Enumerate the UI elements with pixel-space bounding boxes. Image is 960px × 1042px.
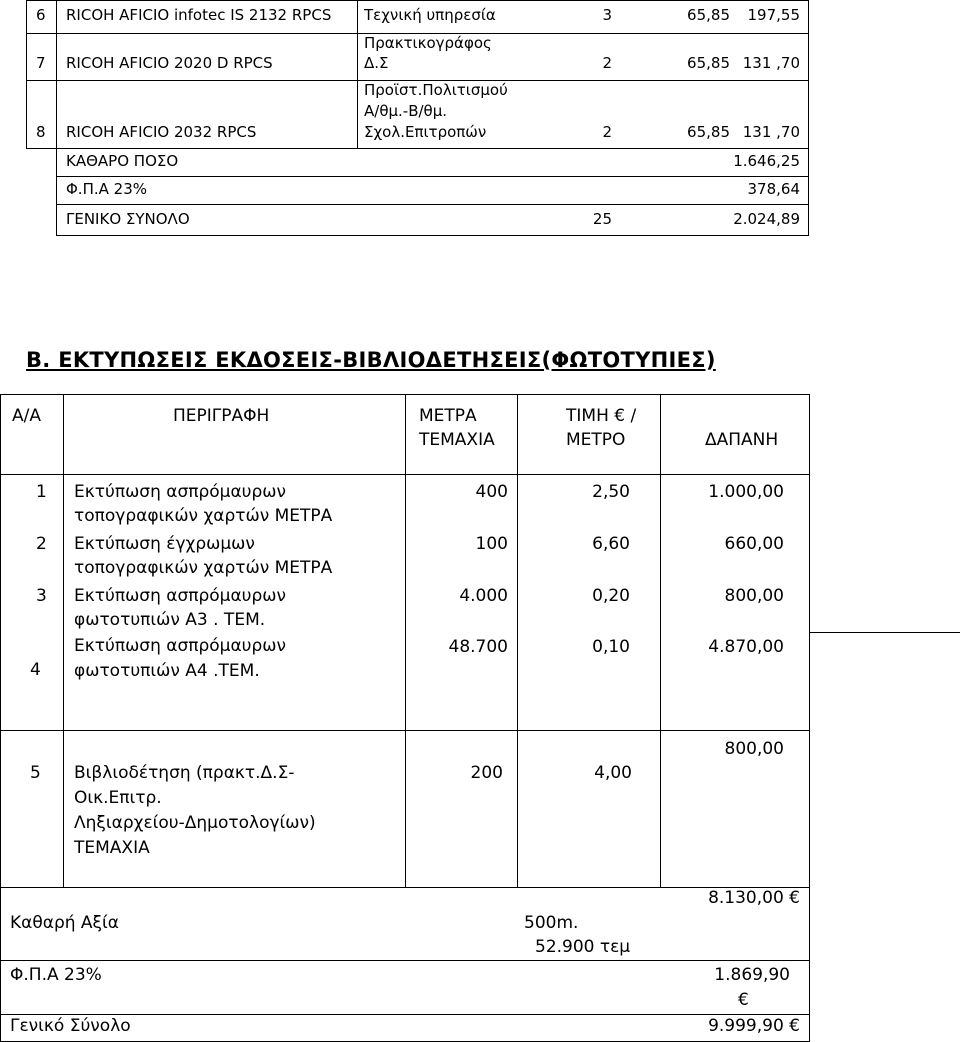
table-row-number: 1 xyxy=(36,482,47,502)
header-aa: Α/Α xyxy=(12,406,41,426)
header-description: ΠΕΡΙΓΡΑΦΗ xyxy=(173,406,270,426)
grand-total-amount: 9.999,90 € xyxy=(708,1016,800,1036)
row-quantity: 4.000 xyxy=(459,586,508,606)
row-unit-price: 6,60 xyxy=(592,534,630,554)
net-value-quantity: 500m. xyxy=(524,913,579,933)
table-row-number: 3 xyxy=(36,586,47,606)
row-description: Εκτύπωση έγχρωμων xyxy=(74,534,255,554)
header-quantity: ΤΕΜΑΧΙΑ xyxy=(419,430,495,450)
table-row-number: 6 xyxy=(36,6,46,24)
row-description: Ληξιαρχείου-Δημοτολογίων) xyxy=(74,813,316,833)
row-description: Εκτύπωση ασπρόμαυρων xyxy=(74,586,287,606)
net-value-label: Καθαρή Αξία xyxy=(10,913,119,933)
row-description: Βιβλιοδέτηση (πρακτ.Δ.Σ- xyxy=(74,763,295,783)
row-quantity: 100 xyxy=(475,534,508,554)
row-total: 197,55 xyxy=(747,6,800,24)
device-model: RICOH AFICIO infotec IS 2132 RPCS xyxy=(66,6,332,24)
row-cost: 1.000,00 xyxy=(708,482,784,502)
row-description: φωτοτυπιών Α4 .ΤΕΜ. xyxy=(74,661,260,681)
table-row-number: 8 xyxy=(36,123,46,141)
department: Πρακτικογράφος xyxy=(364,34,492,52)
vat-label: Φ.Π.Α 23% xyxy=(66,180,147,198)
row-description: τοπογραφικών χαρτών ΜΕΤΡΑ xyxy=(74,506,333,526)
unit-price: 65,85 xyxy=(687,123,730,141)
row-description: ΤΕΜΑΧΙΑ xyxy=(74,838,150,858)
table-row-number: 5 xyxy=(30,763,41,783)
grand-total-quantity: 25 xyxy=(592,210,612,228)
net-amount-label: ΚΑΘΑΡΟ ΠΟΣΟ xyxy=(66,152,179,170)
grand-total-value: 2.024,89 xyxy=(733,210,800,228)
unit-price: 65,85 xyxy=(687,54,730,72)
department: Προϊστ.Πολιτισμού xyxy=(364,81,508,99)
department: Α/θμ.-Β/θμ. xyxy=(364,102,448,120)
header-price: ΤΙΜΗ € / xyxy=(566,406,637,426)
row-quantity: 200 xyxy=(470,763,503,783)
device-model: RICOH AFICIO 2020 D RPCS xyxy=(66,54,273,72)
quantity: 2 xyxy=(602,123,612,141)
table-row-number: 4 xyxy=(30,660,41,680)
row-cost: 800,00 xyxy=(724,586,784,606)
quantity: 3 xyxy=(602,6,612,24)
header-quantity: ΜΕΤΡΑ xyxy=(419,406,477,426)
row-cost: 660,00 xyxy=(724,534,784,554)
vat-value: 378,64 xyxy=(747,180,800,198)
header-cost: ΔΑΠΑΝΗ xyxy=(705,430,779,450)
row-description: Οικ.Επιτρ. xyxy=(74,788,162,808)
table-row-number: 7 xyxy=(36,54,46,72)
department: Σχολ.Επιτροπών xyxy=(364,123,487,141)
euro-sign: € xyxy=(738,990,749,1010)
department: Τεχνική υπηρεσία xyxy=(364,6,496,24)
row-total: 131 ,70 xyxy=(742,123,800,141)
net-value-amount: 8.130,00 € xyxy=(708,888,800,908)
table-row-number: 2 xyxy=(36,534,47,554)
row-cost: 800,00 xyxy=(724,739,784,759)
department: Δ.Σ xyxy=(364,54,389,72)
row-description: Εκτύπωση ασπρόμαυρων xyxy=(74,636,287,656)
row-total: 131 ,70 xyxy=(742,54,800,72)
vat-amount: 1.869,90 xyxy=(714,965,790,985)
row-unit-price: 0,10 xyxy=(592,637,630,657)
row-unit-price: 2,50 xyxy=(592,482,630,502)
grand-total-label: Γενικό Σύνολο xyxy=(10,1016,131,1036)
row-description: τοπογραφικών χαρτών ΜΕΤΡΑ xyxy=(74,558,333,578)
row-quantity: 48.700 xyxy=(448,637,508,657)
grand-total-label: ΓΕΝΙΚΟ ΣΥΝΟΛΟ xyxy=(66,210,190,228)
row-description: Εκτύπωση ασπρόμαυρων xyxy=(74,482,287,502)
row-description: φωτοτυπιών Α3 . ΤΕΜ. xyxy=(74,610,266,630)
row-unit-price: 0,20 xyxy=(592,586,630,606)
section-b-heading: Β. ΕΚΤΥΠΩΣΕΙΣ ΕΚΔΟΣΕΙΣ-ΒΙΒΛΙΟΔΕΤΗΣΕΙΣ(ΦΩΤΟΤΥΠΙΕΣ) xyxy=(26,348,716,372)
header-price: ΜΕΤΡΟ xyxy=(566,430,626,450)
net-amount-value: 1.646,25 xyxy=(733,152,800,170)
vat-label: Φ.Π.Α 23% xyxy=(10,965,102,985)
unit-price: 65,85 xyxy=(687,6,730,24)
row-cost: 4.870,00 xyxy=(708,637,784,657)
row-quantity: 400 xyxy=(475,482,508,502)
device-model: RICOH AFICIO 2032 RPCS xyxy=(66,123,257,141)
row-unit-price: 4,00 xyxy=(594,763,632,783)
quantity: 2 xyxy=(602,54,612,72)
net-value-quantity: 52.900 τεμ xyxy=(535,937,631,957)
